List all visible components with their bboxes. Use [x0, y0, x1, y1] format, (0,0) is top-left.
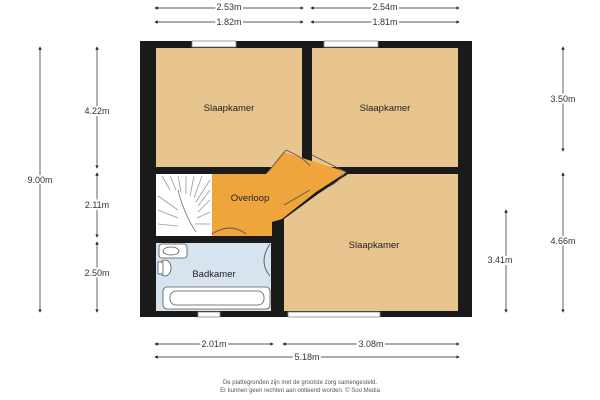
room-label-bedroom-bottom-right: Slaapkamer [348, 240, 400, 251]
right-dimensions [506, 48, 563, 311]
top-dimensions [156, 8, 458, 22]
dim-top-right-total: 2.54m [372, 2, 398, 12]
dim-left-middle: 2.11m [84, 200, 110, 210]
dim-top-left-inner: 1.82m [216, 17, 242, 27]
dim-left-total: 9.00m [27, 175, 53, 185]
dim-right-top: 3.50m [550, 94, 576, 104]
dim-top-right-inner: 1.81m [372, 17, 398, 27]
dim-bottom-right: 3.08m [358, 339, 384, 349]
disclaimer-line-2: Er kunnen geen rechten aan ontleend worden. © Soo Media [220, 388, 380, 394]
dim-top-left-total: 2.53m [216, 2, 242, 12]
dim-right-inner: 3.41m [487, 255, 513, 265]
dim-left-bottom: 2.50m [84, 268, 110, 278]
stairs-area [156, 174, 212, 236]
disclaimer-line-1: De plattegronden zijn met de grootste zorg samengesteld. [222, 380, 378, 386]
room-label-bathroom: Badkamer [192, 269, 236, 280]
dim-bottom-left: 2.01m [201, 339, 227, 349]
dim-left-top: 4.22m [84, 106, 110, 116]
room-label-bedroom-top-right: Slaapkamer [359, 103, 411, 114]
dim-right-bottom: 4.66m [550, 236, 576, 246]
room-label-landing: Overloop [230, 193, 270, 204]
room-label-bedroom-top-left: Slaapkamer [203, 103, 255, 114]
dim-bottom-total: 5.18m [294, 352, 320, 362]
